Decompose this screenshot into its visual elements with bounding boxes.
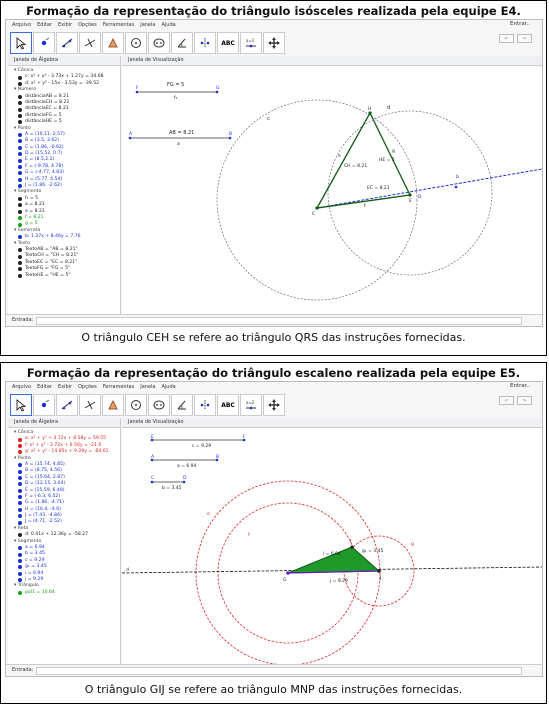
algebra-object-label: H = (16.4, -4.6)	[25, 506, 61, 512]
visibility-toggle-icon[interactable]	[18, 108, 22, 112]
visibility-toggle-icon[interactable]	[18, 235, 22, 239]
label-c: c = 9.29	[192, 444, 212, 449]
label-point-c: C	[312, 212, 316, 217]
conic-icon	[152, 398, 166, 412]
algebra-object-label: TextoFG = "FG = 5"	[25, 266, 71, 272]
visibility-toggle-icon[interactable]	[18, 508, 22, 512]
redo-icon[interactable]: ↷	[517, 396, 532, 405]
algebra-object-label: distânciaHE = 5	[25, 119, 62, 125]
algebra-object-label: TextoCH = "CH = 8.21"	[25, 253, 79, 259]
polygon-tool-button[interactable]	[102, 32, 124, 54]
menu-item-exibir[interactable]: Exibir	[57, 384, 73, 390]
menu-item-editar[interactable]: Editar	[37, 384, 52, 390]
visibility-toggle-icon[interactable]	[18, 133, 22, 137]
visibility-toggle-icon[interactable]	[18, 553, 22, 557]
algebra-category-label: Segmento	[17, 538, 42, 544]
label-f: f	[364, 204, 366, 209]
perpendicular-icon	[83, 36, 97, 50]
algebra-object-label: b = 3.45	[25, 551, 45, 557]
circle-tool-button[interactable]	[125, 394, 147, 416]
figure-caption: O triângulo CEH se refere ao triângulo QRS das instruções fornecidas.	[81, 331, 466, 344]
algebra-object-label: f: x² + y² - 3.72x + 6.56y = -21.6	[25, 442, 102, 448]
algebra-object-row[interactable]	[14, 273, 120, 279]
algebra-category-label: Texto	[17, 240, 30, 246]
algebra-object-label: e: x² + y² + 3.72x + 8.58y = 59.55	[25, 436, 107, 442]
algebra-category-label: Número	[17, 87, 37, 93]
line-tool-button[interactable]	[56, 394, 78, 416]
algebra-view-title: Janela de Álgebra	[8, 418, 120, 428]
visibility-toggle-icon[interactable]	[18, 171, 22, 175]
move-tool-button[interactable]	[10, 394, 32, 416]
algebra-object-row[interactable]	[14, 590, 120, 596]
algebra-object-label: TextoHE = "HE = 5"	[25, 272, 71, 278]
algebra-object-label: B = (8.75, 4.56)	[25, 468, 62, 474]
circle-c[interactable]	[217, 100, 417, 300]
reflect-icon	[198, 36, 212, 50]
point-i[interactable]	[350, 545, 353, 548]
text-abc-icon: ABC	[221, 401, 235, 409]
visibility-toggle-icon[interactable]	[18, 223, 22, 227]
menu-bar	[6, 20, 542, 30]
algebra-object-label: J = (4.71, -2.52)	[25, 519, 62, 525]
point-c[interactable]	[315, 206, 318, 209]
label-point-h: H	[368, 107, 372, 112]
menu-item-opcoes[interactable]: Opções	[78, 384, 97, 390]
label-f1: f₁	[174, 96, 178, 101]
algebra-category-label: Ponto	[17, 125, 31, 131]
label-circle-e: e	[207, 512, 210, 517]
menu-item-ferramentas[interactable]: Ferramentas	[102, 22, 135, 28]
input-bar	[6, 314, 542, 326]
visibility-toggle-icon[interactable]	[18, 591, 22, 595]
algebra-object-label: J = (1.86, -2.62)	[25, 183, 62, 189]
algebra-view	[8, 56, 121, 315]
visibility-toggle-icon[interactable]	[18, 501, 22, 505]
label-circle-f: f	[248, 533, 250, 538]
visibility-toggle-icon[interactable]	[18, 444, 22, 448]
circle-icon	[129, 36, 143, 50]
graphics-canvas[interactable]	[122, 427, 542, 665]
algebra-object-label: distânciaAB = 8.21	[25, 93, 70, 99]
algebra-object-label: E = (8.5,2.2)	[25, 157, 55, 163]
svg-text:a=2: a=2	[246, 400, 255, 405]
menu-item-ajuda[interactable]: Ajuda	[161, 22, 176, 28]
algebra-object-label: F = (-9.78, 4.78)	[25, 163, 64, 169]
undo-icon[interactable]: ↶	[499, 34, 514, 43]
algebra-category-label: Cônica	[17, 68, 34, 73]
label-ch: CH = 8.21	[344, 164, 368, 169]
label-point-a: A	[151, 455, 155, 460]
point-c[interactable]	[151, 481, 154, 484]
label-ab: AB = 8.21	[169, 130, 195, 136]
label-point-g: G	[283, 578, 287, 583]
label-line-d: d	[126, 568, 129, 573]
visibility-toggle-icon[interactable]	[18, 261, 22, 265]
visibility-toggle-icon[interactable]	[18, 159, 22, 163]
algebra-object-label: distânciaCH = 8.21	[25, 99, 70, 105]
input-field[interactable]	[36, 667, 522, 675]
algebra-category[interactable]: ▾ Ponto	[14, 455, 31, 461]
algebra-object-label: J = (7.43, -4.84)	[25, 513, 62, 519]
label-ray-b: b	[456, 175, 459, 180]
point-g[interactable]	[286, 571, 290, 575]
algebra-object-label: distânciaEC = 8.21	[25, 106, 69, 112]
perpendicular-icon	[83, 398, 97, 412]
algebra-object-label: g: x² + y² - 14.85x + 9.29y = -84.61	[25, 449, 109, 455]
visibility-toggle-icon[interactable]	[18, 82, 22, 86]
label-he: HE = 5	[379, 158, 395, 163]
perpendicular-tool-button[interactable]	[79, 32, 101, 54]
algebra-object-label: c = 9.29	[25, 557, 45, 563]
visibility-toggle-icon[interactable]	[18, 114, 22, 118]
line-icon	[60, 398, 74, 412]
point-tool-button[interactable]	[33, 32, 55, 54]
visibility-toggle-icon[interactable]	[18, 438, 22, 442]
algebra-object-label: G = (1.86, -4.71)	[25, 500, 64, 506]
visibility-toggle-icon[interactable]	[18, 476, 22, 480]
algebra-category[interactable]: ▾ Segmento	[14, 189, 42, 195]
algebra-category-label: Triângulo	[17, 583, 39, 589]
ellipse-tool-button[interactable]	[148, 32, 170, 54]
label-point-f: F	[243, 435, 246, 440]
menu-item-ajuda[interactable]: Ajuda	[161, 384, 176, 390]
label-g1: g₁ = 3.45	[362, 549, 384, 554]
menu-item-janela[interactable]: Janela	[140, 384, 156, 390]
triangle-ceh[interactable]	[317, 113, 410, 208]
input-bar	[6, 664, 542, 676]
algebra-object-label: e = 8.21	[25, 208, 45, 214]
graphics-canvas[interactable]	[122, 65, 542, 315]
visibility-toggle-icon[interactable]	[18, 255, 22, 259]
algebra-view	[8, 418, 121, 665]
algebra-category-label: Cônica	[17, 430, 34, 435]
visibility-toggle-icon[interactable]	[18, 120, 22, 124]
point-j[interactable]	[377, 569, 381, 573]
label-circle-g: g	[411, 542, 414, 547]
point-f[interactable]	[136, 91, 139, 94]
label-circle-d: d	[387, 105, 391, 111]
text-tool-button[interactable]	[217, 32, 239, 54]
line-icon	[60, 36, 74, 50]
point-a[interactable]	[129, 137, 132, 140]
ellipse-tool-button[interactable]	[148, 394, 170, 416]
visibility-toggle-icon[interactable]	[18, 210, 22, 214]
label-point-d: D	[183, 476, 187, 481]
label-j: j = 9.29	[330, 579, 348, 584]
angle-icon	[175, 36, 189, 50]
conic-icon	[152, 36, 166, 50]
algebra-object-label: b: 1.37x + 8.46y = 7.76	[25, 234, 81, 240]
visibility-toggle-icon[interactable]	[18, 203, 22, 207]
label-point-i: I	[350, 540, 352, 545]
perpendicular-tool-button[interactable]	[79, 394, 101, 416]
reflect-tool-button[interactable]	[194, 32, 216, 54]
move-view-tool-button[interactable]	[263, 394, 285, 416]
sign-in-link[interactable]: Entrar..	[509, 21, 530, 27]
menu-item-arquivo[interactable]: Arquivo	[12, 384, 32, 390]
visibility-toggle-icon[interactable]	[18, 463, 22, 467]
algebra-category-label: Reta	[17, 525, 29, 531]
label-ec: EC = 8.21	[367, 186, 390, 191]
menu-item-ferramentas[interactable]: Ferramentas	[102, 384, 135, 390]
visibility-toggle-icon[interactable]	[18, 146, 22, 150]
input-label: Entrada:	[12, 667, 34, 673]
visibility-toggle-icon[interactable]	[18, 559, 22, 563]
toolbar	[10, 394, 285, 418]
label-point-b: B	[216, 455, 220, 460]
cursor-arrow-icon	[14, 36, 28, 50]
visibility-toggle-icon[interactable]	[18, 101, 22, 105]
algebra-object-label: TextoEC = "EC = 8.21"	[25, 259, 78, 265]
visibility-toggle-icon[interactable]	[18, 197, 22, 201]
slider-icon	[244, 398, 258, 412]
graphics-view-title: Janela de Visualização	[122, 56, 542, 66]
algebra-object-label: c: x² + y² - 3.73x + 1.27y = 34.68	[25, 74, 104, 80]
label-b: b = 3.45	[162, 486, 182, 491]
visibility-toggle-icon[interactable]	[18, 184, 22, 188]
menu-bar	[6, 382, 542, 392]
line-tool-button[interactable]	[56, 32, 78, 54]
polygon-icon	[106, 36, 120, 50]
label-a: a	[177, 142, 180, 147]
move-view-tool-button[interactable]	[263, 32, 285, 54]
text-abc-icon: ABC	[221, 39, 235, 47]
label-point-a: A	[129, 132, 133, 137]
label-i: i = 6.94	[323, 552, 341, 557]
visibility-toggle-icon[interactable]	[18, 495, 22, 499]
move-tool-button[interactable]	[10, 32, 32, 54]
label-point-g: G	[216, 86, 220, 91]
slider-tool-button[interactable]	[240, 32, 262, 54]
toolbar	[10, 32, 285, 56]
label-fg: FG = 5	[167, 82, 185, 88]
visibility-toggle-icon[interactable]	[18, 521, 22, 525]
algebra-object-label: D = (12.15, 3.04)	[25, 481, 66, 487]
panel-title: Formação da representação do triângulo escaleno realizada pela equipe E5.	[26, 366, 521, 380]
point-g[interactable]	[216, 91, 219, 94]
visibility-toggle-icon[interactable]	[18, 165, 22, 169]
panel-title: Formação da representação do triângulo isósceles realizada pela equipe E4.	[26, 4, 521, 18]
visibility-toggle-icon[interactable]	[18, 546, 22, 550]
point-e[interactable]	[408, 193, 411, 196]
menu-item-editar[interactable]: Editar	[37, 22, 52, 28]
algebra-object-label: D = (15.52, 0.7)	[25, 151, 63, 157]
point-d[interactable]	[455, 186, 458, 189]
visibility-toggle-icon[interactable]	[18, 216, 22, 220]
algebra-category[interactable]: ▾ Reta	[14, 525, 29, 531]
visibility-toggle-icon[interactable]	[18, 489, 22, 493]
algebra-object-label: B = (3.5, 3.62)	[25, 138, 59, 144]
sign-in-link[interactable]: Entrar..	[509, 383, 530, 389]
input-field[interactable]	[36, 317, 522, 325]
visibility-toggle-icon[interactable]	[18, 565, 22, 569]
menu-item-janela[interactable]: Janela	[140, 22, 156, 28]
algebra-object-label: A = (10.11, 2.57)	[25, 131, 65, 137]
slider-icon	[244, 36, 258, 50]
algebra-object-label: C = (1.86, -0.62)	[25, 144, 64, 150]
algebra-category[interactable]: ▾ Cônica	[14, 430, 34, 435]
algebra-list	[8, 66, 120, 279]
graphics-view[interactable]	[122, 56, 542, 315]
figure-panel-escaleno	[0, 362, 547, 704]
algebra-object-label: j = 9.29	[25, 576, 44, 582]
label-point-d: D	[418, 195, 422, 200]
circle-tool-button[interactable]	[125, 32, 147, 54]
circle-d[interactable]	[328, 111, 492, 275]
undo-icon[interactable]: ↶	[499, 396, 514, 405]
visibility-toggle-icon[interactable]	[18, 514, 22, 518]
menu-item-exibir[interactable]: Exibir	[57, 22, 73, 28]
algebra-object-label: distânciaFG = 5	[25, 112, 62, 118]
label-point-f: F	[136, 86, 139, 91]
visibility-toggle-icon[interactable]	[18, 139, 22, 143]
algebra-object-label: pol1 = 10.64	[25, 589, 55, 595]
input-label: Entrada:	[12, 317, 34, 323]
algebra-category[interactable]: ▾ Semirreta	[14, 227, 41, 233]
visibility-toggle-icon[interactable]	[18, 470, 22, 474]
visibility-toggle-icon[interactable]	[18, 482, 22, 486]
move-arrows-icon	[267, 398, 281, 412]
algebra-object-label: a = 8.21	[25, 202, 45, 208]
algebra-object-label: i = 6.94	[25, 570, 44, 576]
svg-text:a=2: a=2	[246, 38, 255, 43]
visibility-toggle-icon[interactable]	[18, 76, 22, 80]
algebra-category-label: Ponto	[17, 455, 31, 461]
algebra-object-label: A = (15.74, 4.85)	[25, 461, 65, 467]
ray-b[interactable]	[317, 169, 542, 208]
redo-icon[interactable]: ↷	[517, 34, 532, 43]
visibility-toggle-icon[interactable]	[18, 267, 22, 271]
visibility-toggle-icon[interactable]	[18, 578, 22, 582]
visibility-toggle-icon[interactable]	[18, 533, 22, 537]
label-e: e	[338, 154, 341, 159]
algebra-object-label: g₁ = 3.45	[25, 564, 47, 570]
label-circle-c: c	[267, 116, 270, 122]
label-point-e: E	[409, 199, 412, 204]
window-controls	[499, 34, 532, 43]
menu-item-arquivo[interactable]: Arquivo	[12, 22, 32, 28]
figure-caption: O triângulo GIJ se refere ao triângulo MNP das instruções fornecidas.	[84, 683, 463, 696]
algebra-object-label: E = (15.59, 6.48)	[25, 487, 65, 493]
cursor-arrow-icon	[14, 398, 28, 412]
label-point-e: E	[151, 435, 154, 440]
geogebra-window	[5, 381, 543, 677]
angle-tool-button[interactable]	[171, 394, 193, 416]
algebra-category[interactable]: ▾ Número	[14, 87, 37, 93]
point-tool-button[interactable]	[33, 394, 55, 416]
algebra-view-title: Janela de Álgebra	[8, 56, 120, 66]
reflect-icon	[198, 398, 212, 412]
algebra-category[interactable]: ▾ Ponto	[14, 125, 31, 131]
visibility-toggle-icon[interactable]	[18, 274, 22, 278]
geogebra-window	[5, 19, 543, 327]
point-icon	[37, 398, 51, 412]
point-d[interactable]	[183, 481, 186, 484]
algebra-object-label: G = (-4.77, 4.83)	[25, 170, 64, 176]
visibility-toggle-icon[interactable]	[18, 95, 22, 99]
algebra-object-label: F = (-6.3, 6.52)	[25, 493, 61, 499]
algebra-object-label: g = 5	[25, 221, 38, 227]
text-tool-button[interactable]	[217, 394, 239, 416]
algebra-category-label: Segmento	[17, 189, 42, 195]
visibility-toggle-icon[interactable]	[18, 152, 22, 156]
angle-icon	[175, 398, 189, 412]
slider-tool-button[interactable]	[240, 394, 262, 416]
label-a: a = 6.94	[177, 464, 197, 469]
point-icon	[37, 36, 51, 50]
algebra-object-label: d: 0.41x + 12.36y = -58.27	[25, 532, 89, 538]
reflect-tool-button[interactable]	[194, 394, 216, 416]
angle-tool-button[interactable]	[171, 32, 193, 54]
window-controls	[499, 396, 532, 405]
algebra-object-label: f = 8.21	[25, 214, 44, 220]
algebra-object-label: d: x² + y² - 15x - 3.53y = -39.52	[25, 80, 100, 86]
label-point-c: C	[151, 476, 155, 481]
algebra-object-label: a = 6.94	[25, 545, 45, 551]
polygon-icon	[106, 398, 120, 412]
algebra-object-label: TextoAB = "AB = 8.21"	[25, 246, 78, 252]
visibility-toggle-icon[interactable]	[18, 572, 22, 576]
algebra-object-label: f₁ = 5	[25, 195, 39, 201]
algebra-category[interactable]: ▾ Texto	[14, 240, 30, 246]
algebra-object-label: C = (15.64, 2.87)	[25, 474, 65, 480]
visibility-toggle-icon[interactable]	[18, 178, 22, 182]
visibility-toggle-icon[interactable]	[18, 248, 22, 252]
visibility-toggle-icon[interactable]	[18, 450, 22, 454]
algebra-category-label: Semirreta	[17, 227, 41, 233]
label-g: g	[392, 149, 395, 154]
algebra-category[interactable]: ▾ Cônica	[14, 68, 34, 73]
algebra-list	[8, 428, 120, 596]
polygon-tool-button[interactable]	[102, 394, 124, 416]
label-point-j: J	[380, 576, 382, 581]
algebra-category[interactable]: ▾ Segmento	[14, 538, 42, 544]
algebra-object-label: H = (5.77, 4.54)	[25, 176, 63, 182]
circle-icon	[129, 398, 143, 412]
menu-item-opcoes[interactable]: Opções	[78, 22, 97, 28]
algebra-category[interactable]: ▾ Triângulo	[14, 583, 39, 589]
graphics-view-title: Janela de Visualização	[122, 418, 542, 428]
move-arrows-icon	[267, 36, 281, 50]
point-b[interactable]	[229, 137, 232, 140]
graphics-view[interactable]	[122, 418, 542, 665]
label-point-b: B	[229, 132, 233, 137]
